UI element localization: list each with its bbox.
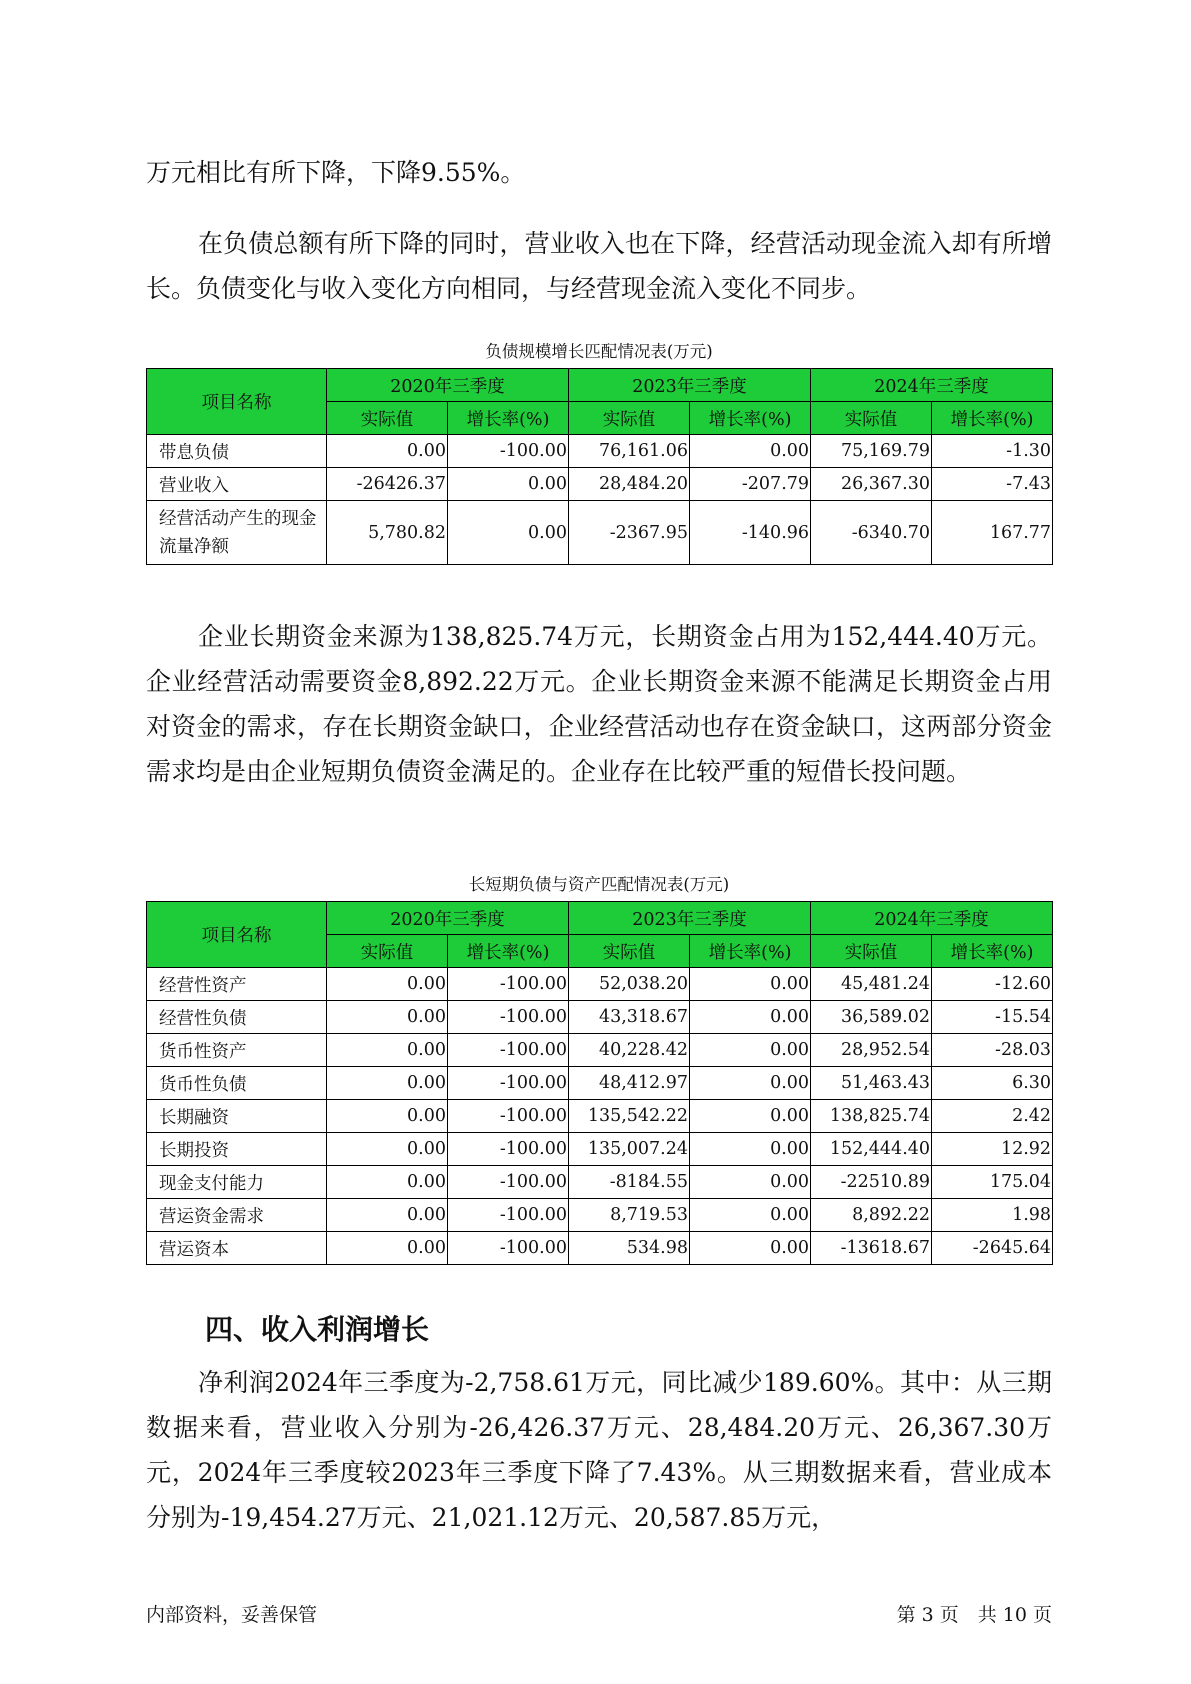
cell: 0.00: [327, 1199, 448, 1232]
cell: 0.00: [327, 1067, 448, 1100]
table-header-row: [147, 369, 1053, 402]
cell: 135,542.22: [569, 1100, 690, 1133]
cell: -12.60: [932, 968, 1053, 1001]
cell: 43,318.67: [569, 1001, 690, 1034]
table-row: [147, 501, 1053, 565]
cell: 12.92: [932, 1133, 1053, 1166]
cell: -2645.64: [932, 1232, 1053, 1265]
cell: 76,161.06: [569, 435, 690, 468]
cell: 8,719.53: [569, 1199, 690, 1232]
row-name: 营业收入: [147, 468, 327, 501]
cell: 0.00: [327, 1100, 448, 1133]
cell: 0.00: [327, 968, 448, 1001]
header-actual: 实际值: [569, 402, 690, 435]
cell: 28,484.20: [569, 468, 690, 501]
cell: 0.00: [327, 1166, 448, 1199]
row-name: 带息负债: [147, 435, 327, 468]
header-actual: 实际值: [811, 935, 932, 968]
header-period: 2020年三季度: [327, 369, 569, 402]
cell: 152,444.40: [811, 1133, 932, 1166]
cell: 0.00: [690, 1133, 811, 1166]
cell: -100.00: [448, 1001, 569, 1034]
cell: -13618.67: [811, 1232, 932, 1265]
table-debt-asset-match: [146, 901, 1053, 1265]
header-period: 2024年三季度: [811, 902, 1053, 935]
cell: 0.00: [690, 1034, 811, 1067]
header-period: 2024年三季度: [811, 369, 1053, 402]
footer-page-number: 第 3 页 共 10 页: [896, 1604, 1052, 1626]
cell: 0.00: [690, 1166, 811, 1199]
cell: 534.98: [569, 1232, 690, 1265]
cell: -2367.95: [569, 501, 690, 565]
row-name: 长期融资: [147, 1100, 327, 1133]
cell: -26426.37: [327, 468, 448, 501]
cell: -7.43: [932, 468, 1053, 501]
cell: 1.98: [932, 1199, 1053, 1232]
row-name: 营运资金需求: [147, 1199, 327, 1232]
table-row: [147, 968, 1053, 1001]
cell: -28.03: [932, 1034, 1053, 1067]
cell: -100.00: [448, 1232, 569, 1265]
cell: 175.04: [932, 1166, 1053, 1199]
cell: 5,780.82: [327, 501, 448, 565]
header-growth: 增长率(%): [932, 935, 1053, 968]
table-row: [147, 435, 1053, 468]
cell: 0.00: [690, 1001, 811, 1034]
table-row: [147, 1001, 1053, 1034]
table-row: [147, 468, 1053, 501]
cell: -100.00: [448, 435, 569, 468]
header-period: 2023年三季度: [569, 369, 811, 402]
row-name: 经营性负债: [147, 1001, 327, 1034]
header-growth: 增长率(%): [690, 402, 811, 435]
cell: 6.30: [932, 1067, 1053, 1100]
cell: -8184.55: [569, 1166, 690, 1199]
cell: 0.00: [690, 1100, 811, 1133]
header-period: 2023年三季度: [569, 902, 811, 935]
cell: 0.00: [327, 1001, 448, 1034]
cell: 0.00: [327, 1133, 448, 1166]
row-name: 现金支付能力: [147, 1166, 327, 1199]
cell: 26,367.30: [811, 468, 932, 501]
row-name: 货币性负债: [147, 1067, 327, 1100]
table-row: [147, 1199, 1053, 1232]
header-actual: 实际值: [569, 935, 690, 968]
footer-confidential: 内部资料，妥善保管: [146, 1604, 318, 1626]
cell: -207.79: [690, 468, 811, 501]
header-growth: 增长率(%): [448, 935, 569, 968]
table-row: [147, 1034, 1053, 1067]
cell: 0.00: [690, 968, 811, 1001]
cell: 0.00: [327, 1232, 448, 1265]
header-item-name: 项目名称: [147, 369, 327, 435]
cell: 138,825.74: [811, 1100, 932, 1133]
cell: 0.00: [690, 435, 811, 468]
table-row: [147, 1232, 1053, 1265]
cell: 167.77: [932, 501, 1053, 565]
header-actual: 实际值: [327, 935, 448, 968]
cell: -100.00: [448, 1199, 569, 1232]
header-growth: 增长率(%): [932, 402, 1053, 435]
table-header-row: [147, 902, 1053, 935]
cell: 40,228.42: [569, 1034, 690, 1067]
cell: 48,412.97: [569, 1067, 690, 1100]
cell: 28,952.54: [811, 1034, 932, 1067]
paragraph-3: 企业长期资金来源为138,825.74万元，长期资金占用为152,444.40万元。企业经营活动需要资金8,892.22万元。企业长期资金来源不能满足长期资金占用对资金的需求，存在长期资金缺口，企业经营活动也存在资金缺口，这两部分资金需求均是由企业短期负债资金满足的。企业存在比较严重的短借长投问题。: [146, 622, 1052, 786]
cell: 0.00: [448, 468, 569, 501]
paragraph-1: 万元相比有所下降，下降9.55%。: [146, 158, 526, 187]
cell: 51,463.43: [811, 1067, 932, 1100]
section-heading: 四、收入利润增长: [205, 1313, 430, 1346]
table2-caption: 长短期负债与资产匹配情况表(万元): [468, 875, 730, 894]
header-actual: 实际值: [811, 402, 932, 435]
cell: 0.00: [690, 1199, 811, 1232]
row-name: 长期投资: [147, 1133, 327, 1166]
row-name: 经营活动产生的现金流量净额: [147, 501, 327, 565]
cell: 75,169.79: [811, 435, 932, 468]
cell: 0.00: [327, 1034, 448, 1067]
cell: -6340.70: [811, 501, 932, 565]
cell: -100.00: [448, 1133, 569, 1166]
cell: 0.00: [448, 501, 569, 565]
table-row: [147, 1100, 1053, 1133]
table1-caption: 负债规模增长匹配情况表(万元): [485, 342, 713, 361]
cell: -100.00: [448, 968, 569, 1001]
cell: 36,589.02: [811, 1001, 932, 1034]
cell: 45,481.24: [811, 968, 932, 1001]
row-name: 营运资本: [147, 1232, 327, 1265]
cell: -100.00: [448, 1100, 569, 1133]
table-row: [147, 1133, 1053, 1166]
header-item-name: 项目名称: [147, 902, 327, 968]
table-debt-growth: [146, 368, 1053, 565]
table-row: [147, 1166, 1053, 1199]
row-name: 货币性资产: [147, 1034, 327, 1067]
cell: 0.00: [690, 1232, 811, 1265]
table-row: [147, 1067, 1053, 1100]
cell: 0.00: [690, 1067, 811, 1100]
cell: 2.42: [932, 1100, 1053, 1133]
header-period: 2020年三季度: [327, 902, 569, 935]
paragraph-4: 净利润2024年三季度为-2,758.61万元，同比减少189.60%。其中：从三期数据来看，营业收入分别为-26,426.37万元、28,484.20万元、26,367.30万元，2024年三季度较2023年三季度下降了7.43%。从三期数据来看，营业成本分别为-19,454.27万元、21,021.12万元、20,587.85万元，: [146, 1368, 1052, 1532]
cell: -100.00: [448, 1166, 569, 1199]
header-growth: 增长率(%): [448, 402, 569, 435]
cell: -15.54: [932, 1001, 1053, 1034]
cell: -1.30: [932, 435, 1053, 468]
cell: -100.00: [448, 1067, 569, 1100]
cell: 135,007.24: [569, 1133, 690, 1166]
cell: 8,892.22: [811, 1199, 932, 1232]
header-growth: 增长率(%): [690, 935, 811, 968]
cell: 52,038.20: [569, 968, 690, 1001]
paragraph-2: 在负债总额有所下降的同时，营业收入也在下降，经营活动现金流入却有所增长。负债变化与收入变化方向相同，与经营现金流入变化不同步。: [146, 229, 1052, 303]
cell: -22510.89: [811, 1166, 932, 1199]
cell: -100.00: [448, 1034, 569, 1067]
header-actual: 实际值: [327, 402, 448, 435]
cell: 0.00: [327, 435, 448, 468]
row-name: 经营性资产: [147, 968, 327, 1001]
cell: -140.96: [690, 501, 811, 565]
